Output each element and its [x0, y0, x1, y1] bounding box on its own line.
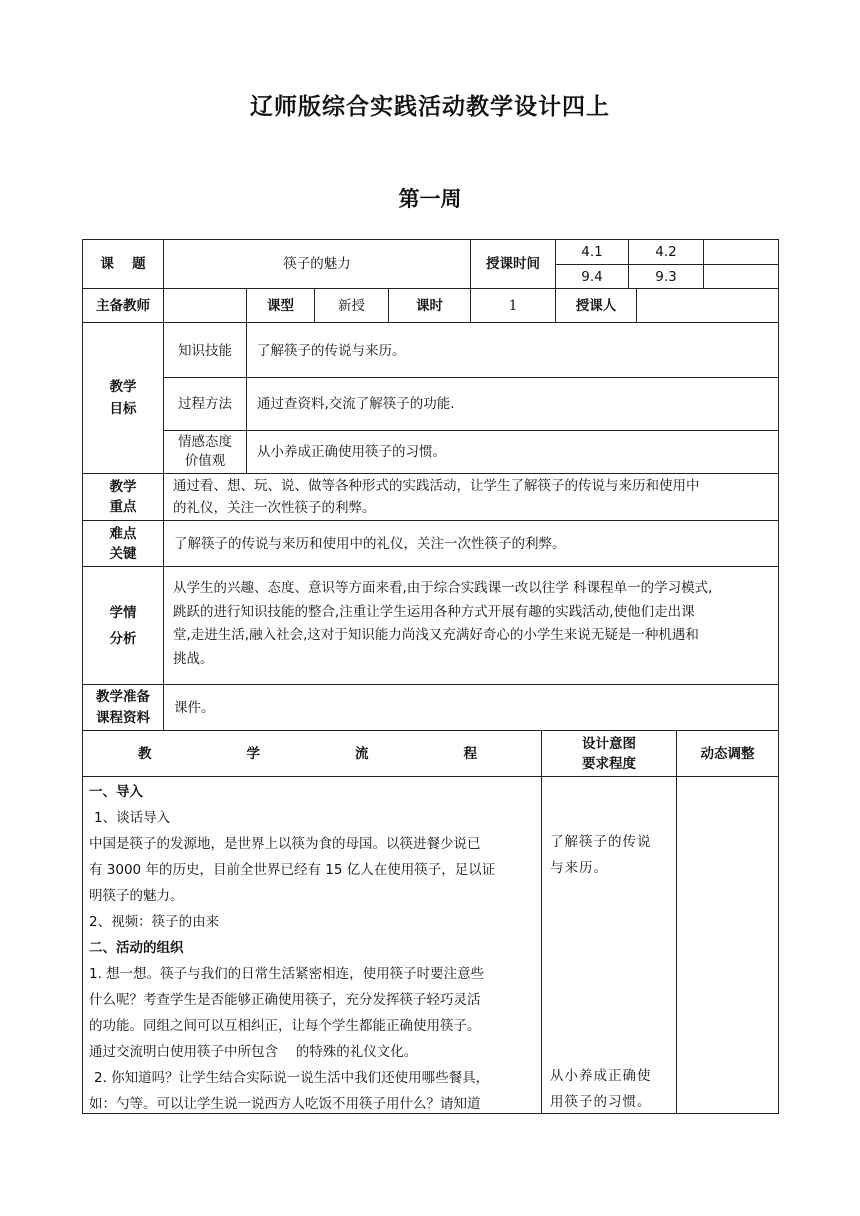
knowledge-label: 知识技能	[178, 343, 232, 359]
process-label: 过程方法	[178, 396, 232, 412]
section-heading: 一、导入	[89, 784, 143, 800]
intent-note	[542, 1063, 676, 1115]
focus-line: 的礼仪，关注一次性筷子的利弊。	[173, 500, 376, 516]
table-rule	[541, 730, 542, 1114]
focus-value	[164, 474, 778, 520]
intent-note	[542, 829, 676, 881]
flow-line: 通过交流明白使用筷子中所包含 的特殊的礼仪文化。	[89, 1044, 418, 1060]
flow-header-char: 教	[138, 745, 152, 762]
flow-line: 什么呢？考查学生是否能够正确使用筷子，充分发挥筷子轻巧灵活	[89, 992, 481, 1008]
focus-line: 通过看、想、玩、说、做等各种形式的实践活动，让学生了解筷子的传说与来历和使用中	[173, 478, 700, 494]
analysis-value	[164, 567, 778, 684]
analysis-line: 跳跃的进行知识技能的整合,注重让学生运用各种方式开展有趣的实践活动,使他们走出课	[173, 603, 695, 620]
flow-line: 明筷子的魅力。	[89, 888, 184, 904]
preparation-value: 课件。	[174, 699, 215, 716]
flow-line: 1. 想一想。筷子与我们的日常生活紧密相连，使用筷子时要注意些	[89, 966, 485, 982]
emotion-value: 从小养成正确使用筷子的习惯。	[257, 444, 446, 460]
difficulty-value: 了解筷子的传说与来历和使用中的礼仪，关注一次性筷子的利弊。	[174, 535, 566, 552]
knowledge-value: 了解筷子的传说与来历。	[257, 343, 406, 359]
lecturer-value	[637, 289, 778, 322]
intent-line: 与来历。	[550, 860, 608, 876]
intent-line: 了解筷子的传说	[550, 834, 652, 850]
process-value: 通过查资料,交流了解筷子的功能.	[257, 396, 455, 412]
week-heading: 第一周	[398, 187, 462, 211]
objectives-label-line: 教学	[109, 379, 137, 395]
flow-header	[83, 731, 541, 776]
emotion-label-line: 情感态度	[178, 434, 232, 450]
preparation-label-line: 课程资料	[96, 709, 150, 726]
teacher-value	[164, 289, 246, 322]
table-rule	[676, 730, 677, 1114]
preparation-label-line: 教学准备	[96, 688, 150, 705]
intent-header-line: 要求程度	[582, 755, 636, 772]
type-value: 新授	[338, 297, 365, 314]
intent-line: 用筷子的习惯。	[550, 1094, 652, 1110]
emotion-label	[164, 431, 246, 473]
date-cell: 9.4	[581, 268, 603, 285]
difficulty-label-line: 难点	[109, 525, 137, 542]
analysis-line: 挑战。	[173, 650, 214, 667]
document-title: 辽师版综合实践活动教学设计四上	[250, 94, 610, 120]
date-cell: 9.3	[655, 268, 677, 285]
flow-line: 如：勺等。可以让学生说一说西方人吃饭不用筷子用什么？请知道	[89, 1096, 481, 1112]
section-heading: 二、活动的组织	[89, 940, 184, 956]
preparation-label	[83, 685, 163, 730]
analysis-line: 堂,走进生活,融入社会,这对于知识能力尚浅又充满好奇心的小学生来说无疑是一种机遇和	[173, 627, 699, 643]
analysis-label	[83, 567, 163, 684]
emotion-label-line: 价值观	[184, 453, 226, 469]
topic-value: 筷子的魅力	[283, 256, 351, 272]
focus-label-line: 教学	[109, 479, 137, 495]
intent-line: 从小养成正确使	[550, 1068, 652, 1084]
analysis-line: 从学生的兴趣、态度、意识等方面来看,由于综合实践课一改以往学 科课程单一的学习模式,	[173, 580, 713, 596]
table-border	[778, 239, 779, 1114]
focus-label-line: 重点	[109, 499, 137, 515]
lecturer-label: 授课人	[575, 297, 617, 314]
flow-line: 1、谈话导入	[94, 810, 171, 826]
hours-label: 课时	[416, 297, 443, 314]
table-rule	[703, 239, 704, 289]
teacher-label: 主备教师	[96, 297, 150, 314]
flow-header-char: 学	[246, 745, 260, 762]
flow-line: 中国是筷子的发源地，是世界上以筷为食的母国。以筷进餐少说已	[89, 836, 481, 852]
hours-value: 1	[508, 297, 518, 314]
flow-header-char: 程	[463, 745, 477, 762]
date-cell: 4.2	[655, 244, 677, 260]
focus-label	[83, 474, 163, 520]
intent-header	[542, 731, 676, 776]
topic-label: 课 题	[100, 256, 146, 272]
flow-header-char: 流	[355, 745, 369, 762]
flow-line: 的功能。同组之间可以互相纠正，让每个学生都能正确使用筷子。	[89, 1018, 481, 1034]
flow-line: 2、视频：筷子的由来	[89, 914, 220, 930]
flow-line: 有 3000 年的历史，目前全世界已经有 15 亿人在使用筷子，足以证	[89, 862, 496, 878]
analysis-label-line: 分析	[109, 630, 137, 647]
analysis-label-line: 学情	[109, 604, 137, 621]
time-label: 授课时间	[486, 256, 540, 272]
flow-content	[83, 779, 541, 1113]
table-rule	[82, 776, 779, 777]
type-label: 课型	[267, 297, 294, 314]
difficulty-label	[83, 521, 163, 566]
objectives-label	[83, 323, 163, 473]
difficulty-label-line: 关键	[109, 545, 137, 562]
objectives-label-line: 目标	[109, 401, 137, 417]
flow-line: 2. 你知道吗？让学生结合实际说一说生活中我们还使用哪些餐具，	[94, 1070, 490, 1086]
date-cell: 4.1	[581, 244, 603, 260]
adjust-header: 动态调整	[700, 745, 755, 762]
intent-header-line: 设计意图	[582, 735, 636, 752]
